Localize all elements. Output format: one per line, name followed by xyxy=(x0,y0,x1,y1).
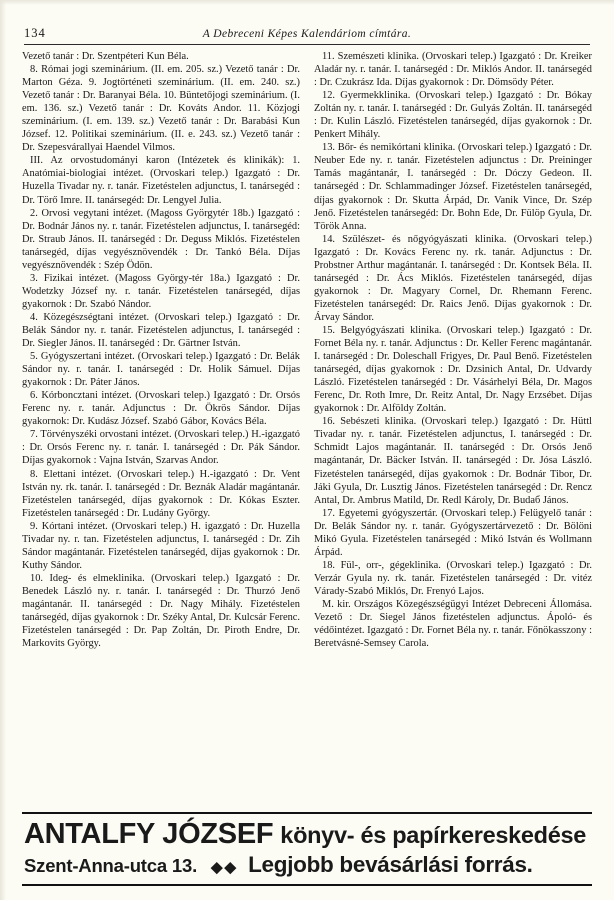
paragraph: M. kir. Országos Közegészségügyi Intézet Debreceni Állomása. Vezető : Dr. Siegel János fizetéstelen adjunctus. Ápoló- és védőintézet. Igazgató : Dr. Fornet Béla ny. r. tanár. Főnökasszony : Beretvásné-Semsey Carola. xyxy=(314,598,592,650)
ad-address: Szent-Anna-utca 13. xyxy=(24,855,198,876)
paragraph: 6. Kórboncztani intézet. (Orvoskari telep.) Igazgató : Dr. Orsós Ferenc ny. r. tanár. Adjunctus : Dr. Ökrös Sándor. Díjas gyakornok: Dr. Kudász József. Szabó Gábor, Kovács Béla. xyxy=(22,390,300,428)
running-title: A Debreceni Képes Kalendáriom címtára. xyxy=(202,28,412,40)
folio-number: 134 xyxy=(24,26,46,40)
column-right xyxy=(314,50,592,805)
paragraph: 12. Gyermekklinika. (Orvoskari telep.) Igazgató : Dr. Bókay Zoltán ny. r. tanár. I. tanársegéd : Dr. Gulyás Zoltán. II. tanársegéd : Dr. Kulin László. Fizetéstelen tanársegéd, díjas gyakornok : Dr. Penkert Mihály. xyxy=(314,90,592,141)
paragraph: 2. Orvosi vegytani intézet. (Magoss Györgytér 18b.) Igazgató : Dr. Bodnár János ny. r. tanár. Fizetéstelen adjunctus, I. tanársegéd: Dr. Straub János. II. tanársegéd : Dr. Deguss Miklós. Fizetéstelen tanársegéd, díjas vegyésznövendék : Dr. Tankó Béla. Díjas vegyésznövendék : Szép Ödön. xyxy=(22,207,300,271)
paragraph: 4. Közegészségtani intézet. (Orvoskari telep.) Igazgató : Dr. Belák Sándor ny. r. tanár. Fizetéstelen adjunctus, I. tanársegéd : Dr. Siegler János. II. tanársegéd : Dr. Gärtner István. xyxy=(22,311,300,350)
paragraph: 8. Római jogi szeminárium. (II. em. 205. sz.) Vezető tanár : Dr. Marton Géza. 9. Jogtörténeti szeminárium. (II. em. 240. sz.) Vezető tanár : Dr. Baranyai Béla. 10. Büntetőjogi szeminárium. (I. em. 136. sz.) Vezető tanár : Dr. Kováts Andor. 11. Közjogi szeminárium. (I. em. 139. sz.) Vezető tanár : Dr. Barabási Kun József. 12. Politikai szeminárium. (II. e. 243. sz.) Vezető tanár : Dr. Szepesvárallyai Haendel Vilmos. xyxy=(22,64,300,154)
text-columns xyxy=(0,45,614,805)
paragraph: III. Az orvostudományi karon (Intézetek és klinikák): 1. Anatómiai-biologiai intézet. (Orvoskari telep.) Igazgató : Dr. Huzella Tivadar ny. r. tanár. Fizetéstelen adjunctus, I. tanársegéd : Dr. Törő Imre. II. tanársegéd: Dr. Lengyel Julia. xyxy=(22,155,300,206)
paragraph: 14. Szülészet- és nőgyógyászati klinika. (Orvoskari telep.) Igazgató : Dr. Kovács Ferenc ny. rk. tanár. Adjunctus : Dr. Probstner Arthur magántanár. I. tanársegéd : Dr. Kontsek Béla. II. tanársegéd : Dr. Ács Miklós. Fizetéstelen tanársegéd, díjas gyakornok : Dr. Magyary Cornel, Dr. Rhemann Ferenc. Fizetéstelen tanársegéd: Dr. Raics Jenő. Díjas gyakornok : Dr. Árvay Sándor. xyxy=(314,233,592,323)
paragraph: 8. Elettani intézet. (Orvoskari telep.) H.-igazgató : Dr. Vent István ny. rk. tanár. I. tanársegéd : Dr. Beznák Aladár magántanár. Fizetéstelen tanársegéd, díjas gyakornok : Dr. Kókas Eszter. Fizetéstelen tanársegéd : Dr. Ludány György. xyxy=(22,468,300,519)
paragraph: 9. Kórtani intézet. (Orvoskari telep.) H. igazgató : Dr. Huzella Tivadar ny. r. tan. Fizetéstelen adjunctus, I. tanársegéd : Dr. Zih Sándor magántanár. Fizetéstelen tanársegéd, díjas gyakornok : Dr. Kuthy Sándor. xyxy=(22,520,300,571)
paragraph: 7. Törvényszéki orvostani intézet. (Orvoskari telep.) H.-igazgató : Dr. Orsós Ferenc ny. r. tanár. I. tanársegéd : Dr. Pák Sándor. Díjas gyakornok : Vajna István, Szarvas Andor. xyxy=(22,429,300,467)
paragraph: Vezető tanár : Dr. Szentpéteri Kun Béla. xyxy=(22,51,189,62)
paragraph: 11. Szemészeti klinika. (Orvoskari telep.) Igazgató : Dr. Kreiker Aladár ny. r. tanár. I. tanársegéd : Dr. Miklós Andor. II. tanársegéd : Dr. Czukrász Ida. Díjas gyakornok : Dr. Dömsödy Péter. xyxy=(314,51,592,89)
advertisement-block xyxy=(22,812,592,886)
ad-business-type: könyv- és papírkereskedése xyxy=(280,822,587,848)
paragraph: 18. Fül-, orr-, gégeklinika. (Orvoskari telep.) Igazgató : Dr. Verzár Gyula ny. rk. tanár. Fizetéstelen tanársegéd : Dr. vitéz Várady-Szabó Miklós, Dr. Frenyó Lajos. xyxy=(314,559,592,597)
paragraph: 3. Fizikai intézet. (Magoss György-tér 18a.) Igazgató : Dr. Wodetzky József ny. r. tanár. Fizetéstelen tanársegéd, díjas gyakornok : Dr. Szabó Nándor. xyxy=(22,272,300,310)
paragraph: 15. Belgyógyászati klinika. (Orvoskari telep.) Igazgató : Dr. Fornet Béla ny. r. tanár. Adjunctus : Dr. Keller Ferenc magántanár. I. tanársegéd : Dr. Doleschall Frigyes, Dr. Paul Benő. Fizetéstelen tanársegéd, díjas gyakornok : Dr. Dzsinich Antal, Dr. Udvardy László. Fizetéstelen tanársegéd : Dr. Vásárhelyi Béla, Dr. Magos Ferenc, Dr. Roth Imre, Dr. Reitz Antal, Dr. Nagy Erzsébet. Díjas gyakornok : Dr. Alföldy Zoltán. xyxy=(314,324,592,415)
paragraph: 17. Egyetemi gyógyszertár. (Orvoskari telep.) Felügyelő tanár : Dr. Belák Sándor ny. r. tanár. Gyógyszertárvezető : Dr. Bölöni Mikó Gyula. Fizetéstelen tanársegéd : Mikó István és Wollmann Árpád. xyxy=(314,507,592,558)
page-header xyxy=(0,0,614,43)
paragraph: 13. Bőr- és nemikórtani klinika. (Orvoskari telep.) Igazgató : Dr. Neuber Ede ny. r. tanár. Fizetéstelen adjunctus : Dr. Preininger Tamás magántanár, I. tanársegéd : Dr. Dóczy Gedeon. II. tanársegéd : Dr. Schlammadinger József. Fizetéstelen tanársegéd, díjas gyakornok : Dr. Skutta Árpád, Dr. Vanik Vince, Dr. Szép Jenő. Fizetéstelen tanársegéd: Dr. Bohn Ede, Dr. Fülöp Gyula, Dr. Török Anna. xyxy=(314,142,592,232)
ad-slogan: Legjobb bevásárlási forrás. xyxy=(248,852,533,877)
diamond-ornament-icon: ◆◆ xyxy=(211,859,239,876)
paragraph: 16. Sebészeti klinika. (Orvoskari telep.) Igazgató : Dr. Hüttl Tivadar ny. r. tanár. Fizetéstelen adjunctus, I. tanársegéd : Dr. Schmidt Lajos magántanár. II. tanársegéd : Dr. Orsós Jenő magántanár, Dr. Bäcker István. II. tanársegéd : Dr. Jósa László. Fizetéstelen tanársegéd, díjas gyakornok : Dr. Bodnár Tibor, Dr. Jáki Gyula, Dr. Lusztig János. Fizetéstelen tanársegéd : Dr. Rencz Antal, Dr. Ambrus Matild, Dr. Redl Károly, Dr. Budaб János. xyxy=(314,416,592,506)
paragraph: 10. Ideg- és elmeklinika. (Orvoskari telep.) Igazgató : Dr. Benedek László ny. r. tanár. I. tanársegéd : Dr. Thurzó Jenő magántanár. II. tanársegéd : Dr. Nagy Mihály. Fizetéstelen tanársegéd, díjas gyakornok : Dr. Széky Antal, Dr. Kulcsár Ferenc. Fizetéstelen tanársegéd : Dr. Pap Zoltán, Dr. Piroth Endre, Dr. Markovits György. xyxy=(22,572,300,650)
column-left xyxy=(22,50,300,805)
ad-business-name: ANTALFY JÓZSEF xyxy=(24,818,274,850)
paragraph: 5. Gyógyszertani intézet. (Orvoskari telep.) Igazgató : Dr. Belák Sándor ny. r. tanár. I. tanársegéd : Dr. Holik Sámuel. Díjas gyakornok : Dr. Páter János. xyxy=(22,351,300,389)
